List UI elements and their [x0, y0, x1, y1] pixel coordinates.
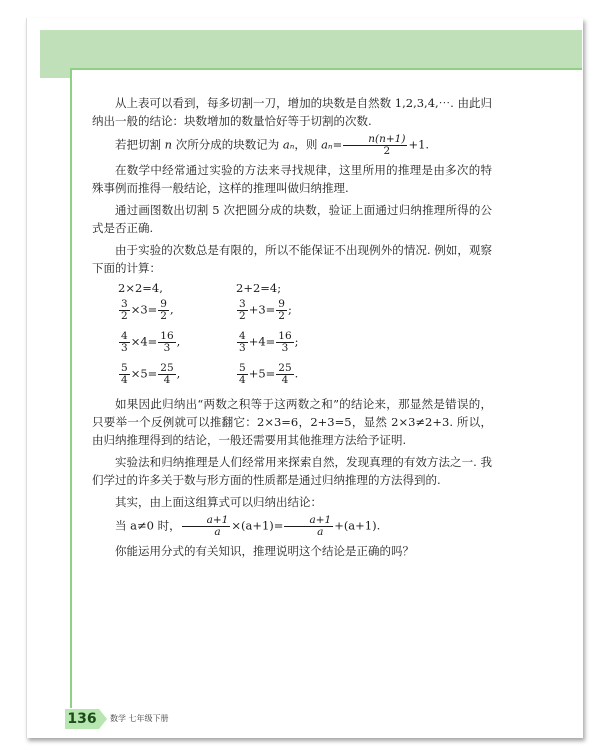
calc-row-1: 2×2=4, 2+2=4; — [118, 281, 282, 295]
calc-row-2: $\frac{3}{2}$ ×3= $\frac{9}{2}$ , $\frac{3}{2}$ +3= $\frac{9}{2}$ ; — [121, 298, 292, 322]
fraction-a1-over-a: $\frac{a+1}{a}$ — [182, 515, 231, 538]
paragraph-10: 你能运用分式的有关知识，推理说明这个结论是正确的吗？ — [115, 544, 414, 558]
page-number: 136 — [65, 709, 99, 729]
top-rule — [70, 68, 582, 70]
page-number-tab — [99, 709, 107, 729]
calc-row-3: $\frac{4}{3}$ ×4= $\frac{16}{3}$ , $\frac{4}{3}$ +4= $\frac{16}{3}$ ; — [121, 330, 299, 354]
left-rule — [70, 68, 72, 708]
paragraph-9: 当 a≠0 时， $\frac{a+1}{a}$ ×(a+1)= $\frac{a+1}{a}$ +(a+1). — [115, 514, 381, 538]
header-notch — [40, 68, 70, 78]
paragraph-6: 如果因此归纳出“两数之积等于这两数之和”的结论来，那显然是错误的，只要举一个反例就可以推翻它：2×3=6，2+3=5，显然 2×3≠2+3. 所以，由归纳推理得到的结论，一般还需要用其他推理方法给予证明. — [92, 397, 492, 447]
fraction-a1-over-a-2: $\frac{a+1}{a}$ — [284, 515, 333, 538]
header-band — [40, 30, 582, 68]
paragraph-7: 实验法和归纳推理是人们经常用来探索自然，发现真理的有效方法之一. 我们学过的许多关于数与形方面的性质都是通过归纳推理的方法得到的. — [92, 455, 492, 487]
paragraph-1: 从上表可以看到，每多切割一刀，增加的块数是自然数 1,2,3,4,⋯. 由此归纳出一般的结论：块数增加的数量恰好等于切割的次数. — [92, 96, 492, 128]
paragraph-8: 其实，由上面这组算式可以归纳出结论： — [115, 495, 322, 509]
page-body — [92, 94, 492, 564]
calc-row-4: $\frac{5}{4}$ ×5= $\frac{25}{4}$ , $\frac{5}{4}$ +5= $\frac{25}{4}$ . — [121, 362, 299, 386]
paragraph-5: 由于实验的次数总是有限的，所以不能保证不出现例外的情况. 例如，观察下面的计算： — [92, 243, 492, 275]
paragraph-2: 若把切割 n 次所分成的块数记为 aₙ，则 aₙ= $\frac{n(n+1)}{2}$ +1. — [115, 133, 430, 157]
paragraph-4: 通过画图数出切割 5 次把圆分成的块数，验证上面通过归纳推理所得的公式是否正确. — [92, 203, 492, 235]
paragraph-3: 在数学中经常通过实验的方法来寻找规律，这里所用的推理是由多次的特殊事例而推得一般结论，这样的推理叫做归纳推理. — [92, 163, 492, 195]
book-title: 数学 七年级下册 — [110, 714, 169, 723]
formula-fraction: $\frac{n(n+1)}{2}$ — [343, 134, 407, 157]
